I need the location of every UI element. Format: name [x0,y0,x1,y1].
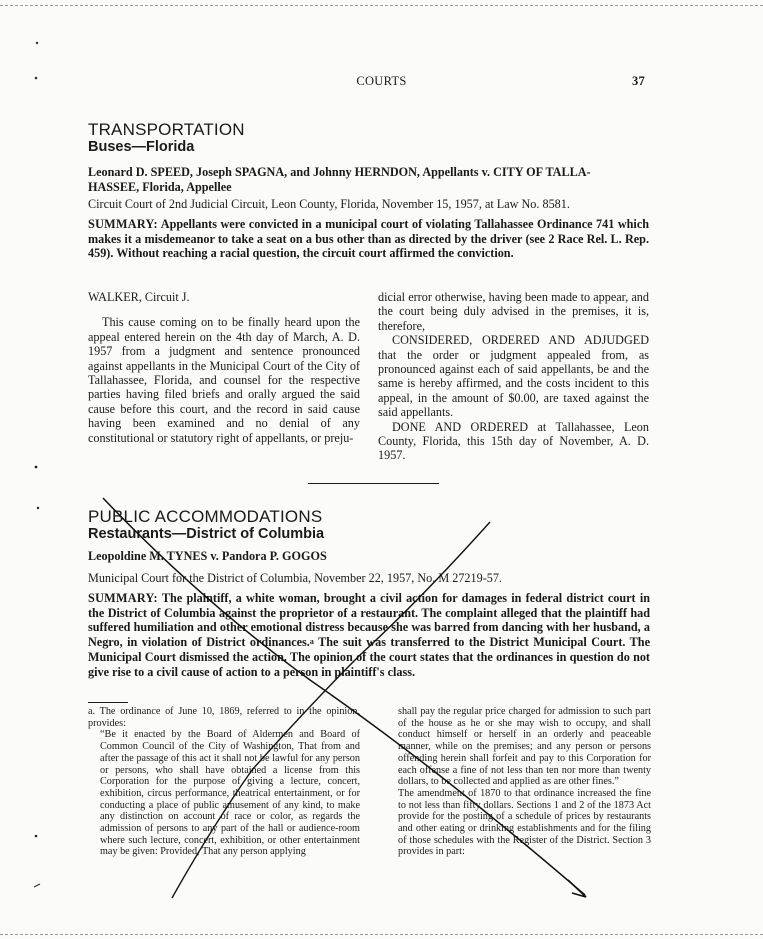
section-subtitle-buses: Buses—Florida [88,139,195,155]
cross-out-line [172,522,490,898]
page-number: 37 [632,74,646,88]
arrow-tip [568,880,586,897]
opinion-paragraph: dicial error otherwise, having been made to appear, and the court being duly advised in the premises, it is, therefore, [378,290,649,333]
cross-out-line [103,498,585,895]
case-caption-line2: HASSEE, Florida, Appellee [88,180,232,194]
court-line: Municipal Court for the District of Columbia, November 22, 1957, No. M 27219-57. [88,571,502,585]
running-head: COURTS [356,74,407,88]
section-title-transportation: TRANSPORTATION [88,120,245,139]
opinion-paragraph: This cause coming on to be finally heard upon the appeal entered herein on the 4th day of March, A. D. 1957 from a judgment and sentence pronounced against appellants in the Municipal Court of the City of Tallahassee, Florida, and counsel for the respective parties having filed briefs and orally argued the said cause before this court, and the record in said cause having been examined and no denial of any constitutional or statutory right of appellants, or preju- [88,315,360,445]
footnote-quote-continued: shall pay the regular price charged for admission to such part of the house as he or she may wish to occupy, and shall conduct himself or herself in an orderly and peaceable manner, while on the premises; and any person or persons offending herein shall forfeit and pay to this Corporation for each offense a fine of not less than ten nor more than twenty dollars, to be collected and applied as are other fines.” [398,706,651,788]
scan-edge-bottom [0,934,763,935]
opinion-paragraph: CONSIDERED, ORDERED AND ADJUDGED that the order or judgment appealed from, as pronounced against each of said appellants, be and the same is hereby affirmed, and the costs incident to this appeal, in the amount of $0.00, are taxed against the said appellants. [378,333,649,420]
scan-speck [36,42,38,44]
summary-label: SUMMARY: [88,591,158,605]
scan-speck [35,466,38,469]
scan-speck [37,507,39,509]
summary-text: Appellants were convicted in a municipal court of violating Tallahassee Ordinance 741 which makes it a misdemeanor to take a seat on a bus other than as directed by the driver (see 2 Race Rel. L. Rep. 459). Without reaching a racial question, the circuit court affirmed the conviction. [88,217,650,261]
summary-text: The plaintiff, a white woman, brought a civil action for damages in federal district court in the District of Columbia against the proprietor of a restaurant. The complaint alleged that the plaintiff had suffered humiliation and other emotional distress because she was barred from dancing with her husband, a Negro, in violation of District ordinances. [88,591,651,650]
section-title-public-accommodations: PUBLIC ACCOMMODATIONS [88,507,323,526]
footnote-ref: a [309,637,314,647]
case-caption-line1: Leonard D. SPEED, Joseph SPAGNA, and Johnny HERNDON, Appellants v. CITY OF TALLA- [88,165,591,179]
footnote-intro: a. The ordinance of June 10, 1869, referred to in the opinion, provides: [88,706,360,729]
scan-speck [35,835,38,838]
footnote-text: The amendment of 1870 to that ordinance increased the fine to not less than fifty dollars. Sections 1 and 2 of the 1873 Act provide for the posting of a schedule of prices by restaurants and other eating or drinking establishments and for the filing of those schedules with the Register of the District. Section 3 provides in part: [398,787,651,858]
scan-speck [35,77,38,80]
judge-name: WALKER, Circuit J. [88,290,190,304]
summary-text: The suit was transferred to the District Municipal Court. The Municipal Court dismissed the action. The opinion of the court states that the ordinances in question do not give rise to a civil cause of action to a person in plaintiff's class. [88,635,650,679]
scan-speck [34,884,40,887]
court-line: Circuit Court of 2nd Judicial Circuit, Leon County, Florida, November 15, 1957, at Law No. 8581. [88,197,570,211]
summary-label: SUMMARY: [88,217,158,231]
opinion-paragraph: DONE AND ORDERED at Tallahassee, Leon County, Florida, this 15th day of November, A. D. 1957. [378,419,649,463]
section-subtitle-restaurants: Restaurants—District of Columbia [88,526,325,542]
footnote-quote: “Be it enacted by the Board of Aldermen and Board of Common Council of the City of Washington, That from and after the passage of this act it shall not be lawful for any person or persons, who shall have obtained a license from this Corporation for the purpose of giving a lecture, concert, exhibition, circus performance, theatrical entertainment, or for conducting a place of public amusement of any kind, to make any distinction on account of race or color, as regards the admission of persons to any part of the hall or audience-room where such lecture, concert, exhibition, or other entertainment may be given: Provided, That any person applying [100,729,360,858]
case-caption: Leopoldine M. TYNES v. Pandora P. GOGOS [88,549,327,563]
